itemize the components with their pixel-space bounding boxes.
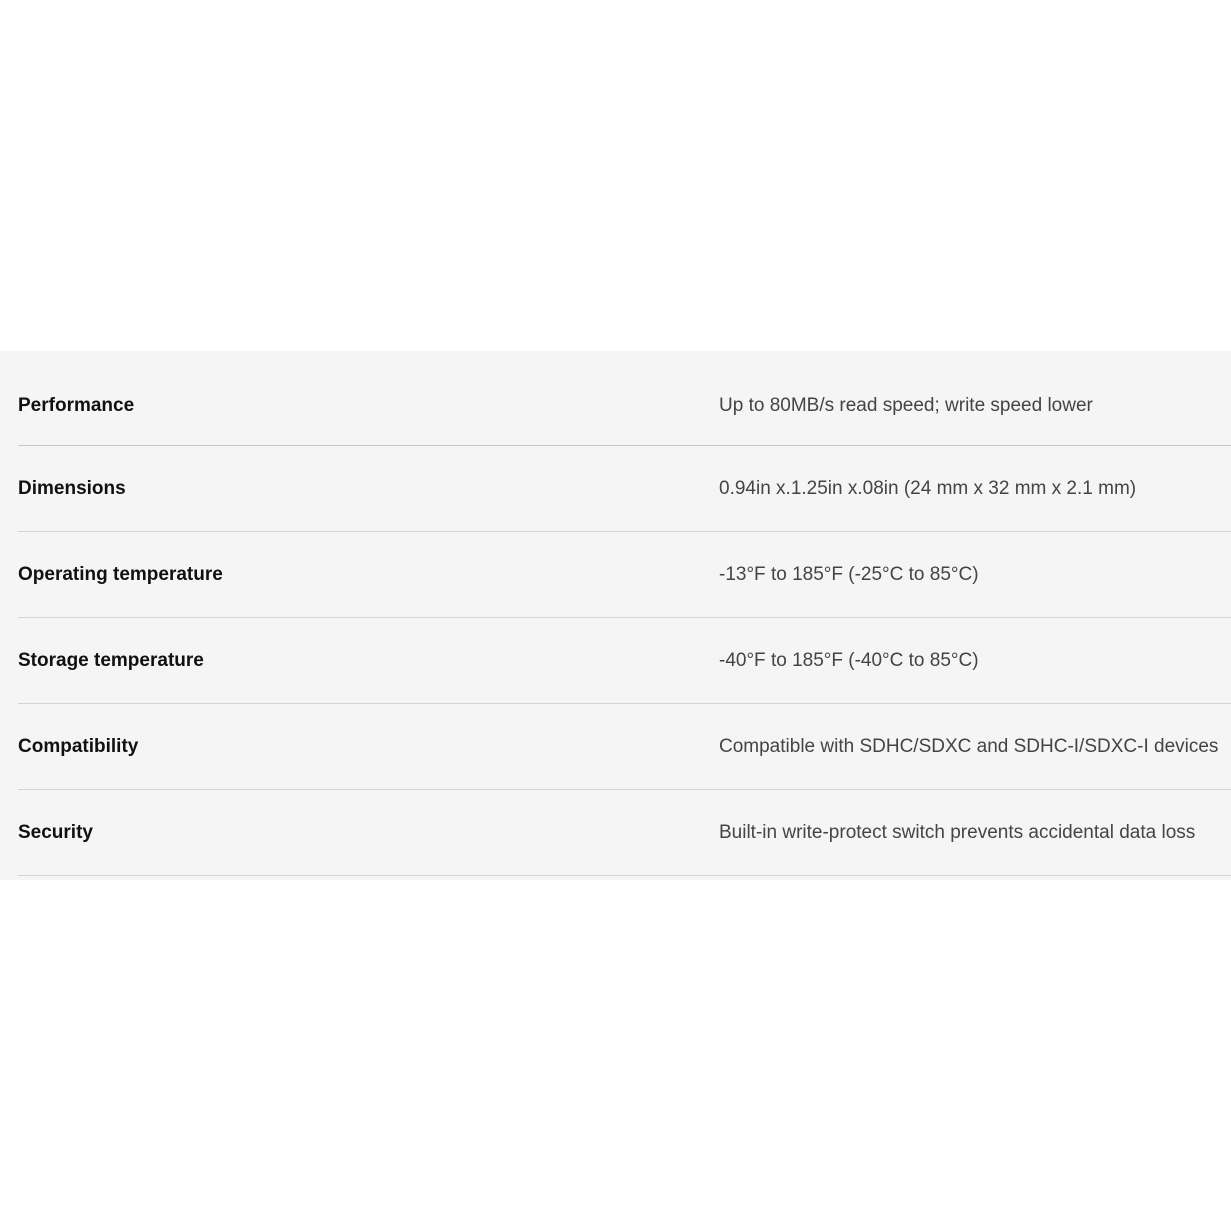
spec-row-dimensions xyxy=(18,446,1231,532)
spec-row-security xyxy=(18,790,1231,876)
spec-value: Built-in write-protect switch prevents accidental data loss xyxy=(719,821,1196,843)
spec-row-compatibility xyxy=(18,704,1231,790)
spec-label: Storage temperature xyxy=(18,649,204,671)
spec-value: -13°F to 185°F (-25°C to 85°C) xyxy=(719,563,979,585)
spec-label: Performance xyxy=(18,394,135,416)
spec-label: Security xyxy=(18,821,93,843)
spec-row-operating-temperature xyxy=(18,532,1231,618)
spec-label: Operating temperature xyxy=(18,563,223,585)
specifications-panel xyxy=(0,351,1231,880)
specifications-table xyxy=(18,366,1231,876)
spec-value: 0.94in x.1.25in x.08in (24 mm x 32 mm x 2.1 mm) xyxy=(719,477,1137,499)
spec-value: -40°F to 185°F (-40°C to 85°C) xyxy=(719,649,979,671)
spec-value: Up to 80MB/s read speed; write speed lower xyxy=(719,394,1093,416)
spec-label: Compatibility xyxy=(18,735,139,757)
spec-value: Compatible with SDHC/SDXC and SDHC-I/SDXC-I devices xyxy=(719,735,1219,757)
spec-label: Dimensions xyxy=(18,477,126,499)
spec-row-storage-temperature xyxy=(18,618,1231,704)
spec-row-performance xyxy=(18,366,1231,446)
